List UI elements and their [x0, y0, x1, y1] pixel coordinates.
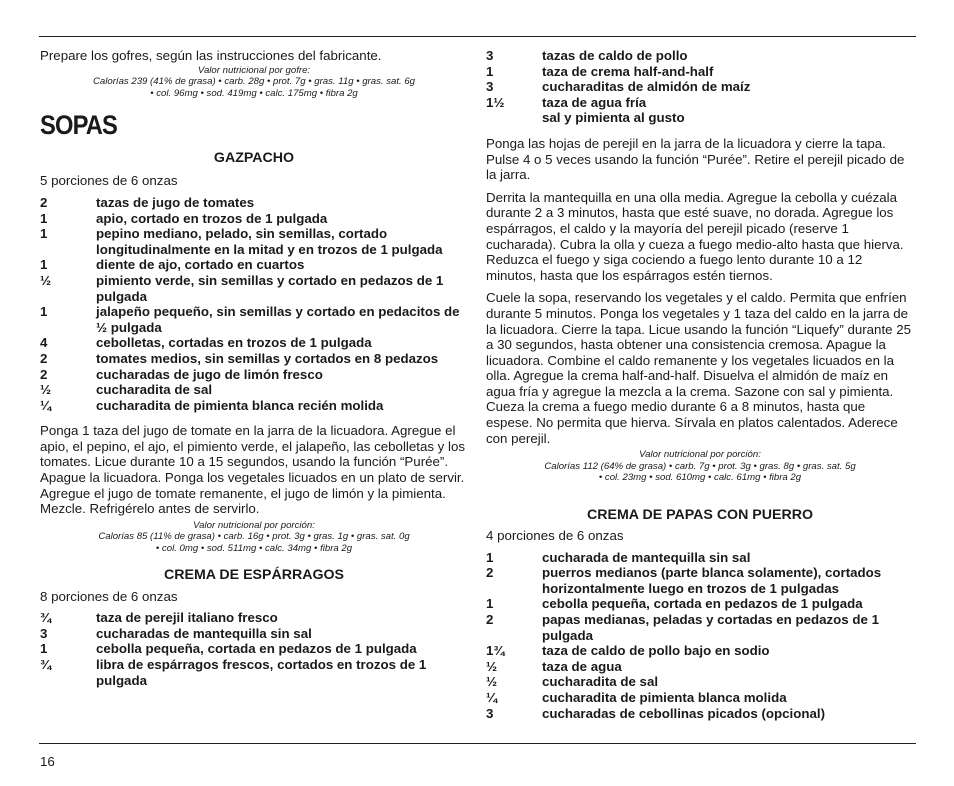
ingredient-list — [486, 550, 914, 722]
ingredient-text: taza de caldo de pollo bajo en sodio — [542, 643, 770, 659]
ingredient-quantity: ¾ — [40, 610, 52, 626]
ingredient-row — [40, 226, 468, 257]
ingredient-quantity: 1 — [40, 257, 48, 273]
ingredient-text: cebolla pequeña, cortada en pedazos de 1 pulgada — [542, 596, 863, 612]
ingredient-text: cucharadas de jugo de limón fresco — [96, 366, 323, 382]
nutrition-line: • col. 23mg • sod. 610mg • calc. 61mg • fibra 2g — [598, 472, 802, 484]
ingredient-row — [486, 706, 914, 722]
recipe-title-gazpacho: GAZPACHO — [213, 150, 295, 167]
ingredient-text: cucharadas de mantequilla sin sal — [96, 625, 312, 641]
left-column — [40, 48, 468, 688]
servings: 8 porciones de 6 onzas — [40, 588, 178, 604]
ingredient-row — [486, 690, 914, 706]
ingredient-quantity: 2 — [486, 565, 494, 581]
ingredient-quantity: 1 — [486, 596, 494, 612]
ingredient-row — [486, 659, 914, 675]
ingredient-quantity: 3 — [40, 625, 48, 641]
ingredient-quantity: 1 — [486, 549, 494, 565]
ingredient-text: apio, cortado en trozos de 1 pulgada — [96, 210, 328, 226]
ingredient-row — [486, 612, 914, 643]
ingredient-row — [40, 367, 468, 383]
ingredient-text: papas medianas, peladas y cortadas en pedazos de 1 pulgada — [542, 612, 879, 643]
nutrition-title: Valor nutricional por porción: — [639, 449, 761, 461]
ingredient-text: diente de ajo, cortado en cuartos — [96, 257, 305, 273]
nutrition-info — [486, 449, 914, 484]
ingredient-row — [486, 596, 914, 612]
ingredient-quantity: 2 — [40, 366, 48, 382]
ingredient-row — [486, 674, 914, 690]
nutrition-line: Calorías 112 (64% de grasa) • carb. 7g • prot. 3g • gras. 8g • gras. sat. 5g — [544, 460, 856, 472]
ingredient-list — [486, 48, 914, 126]
ingredient-quantity: 2 — [40, 194, 48, 210]
ingredient-row — [486, 643, 914, 659]
ingredient-quantity: ½ — [40, 272, 52, 288]
ingredient-text: cebolletas, cortadas en trozos de 1 pulgada — [96, 335, 372, 351]
ingredient-text: taza de crema half-and-half — [542, 63, 714, 79]
servings: 4 porciones de 6 onzas — [486, 528, 624, 544]
ingredient-quantity: 2 — [486, 612, 494, 627]
ingredient-text: tazas de caldo de pollo — [542, 48, 688, 63]
nutrition-info — [40, 520, 468, 555]
ingredient-quantity: 3 — [486, 705, 494, 721]
instructions: Derrita la mantequilla en una olla media. Agregue la cebolla y cuézala durante 2 a 3 minutos, hasta que esté suave, no dorada. Agregue los espárragos, el caldo y la mayoría del perejil picado (reserve 1 cucharada). Cubra la olla y cueza a fuego medio-alto hasta que hierva. Reduzca el fuego y siga cociendo a fuego lento durante 10 a 12 minutos, hasta que los espárragos estén tiernos. — [486, 189, 904, 283]
ingredient-quantity: 2 — [40, 350, 48, 366]
ingredient-row — [486, 64, 914, 80]
nutrition-title: Valor nutricional por gofre: — [197, 64, 311, 76]
ingredient-quantity: ½ — [486, 658, 498, 674]
ingredient-row — [486, 48, 914, 64]
ingredient-quantity: 3 — [486, 48, 494, 63]
ingredient-text: libra de espárragos frescos, cortados en trozos de 1 pulgada — [96, 657, 427, 688]
ingredient-row — [40, 382, 468, 398]
ingredient-text: cucharadita de sal — [542, 674, 659, 690]
ingredient-row — [486, 550, 914, 566]
nutrition-title: Valor nutricional por porción: — [193, 519, 315, 531]
ingredient-quantity — [486, 110, 542, 126]
ingredient-quantity: 1 — [40, 641, 48, 657]
ingredient-quantity: 1 — [40, 210, 48, 226]
ingredient-row — [40, 195, 468, 211]
ingredient-quantity: ½ — [40, 382, 52, 398]
intro-text: Prepare los gofres, según las instrucciones del fabricante. — [40, 48, 382, 63]
ingredient-text: cucharadas de cebollinas picados (opcional) — [542, 705, 826, 721]
ingredient-row — [40, 335, 468, 351]
nutrition-line: • col. 96mg • sod. 419mg • calc. 175mg • fibra 2g — [150, 87, 358, 99]
nutrition-line: Calorías 239 (41% de grasa) • carb. 28g • prot. 7g • gras. 11g • gras. sat. 6g — [92, 76, 416, 88]
ingredient-row — [486, 110, 914, 126]
right-column — [486, 48, 914, 721]
ingredient-row — [40, 657, 468, 688]
ingredient-text: cucharadita de sal — [96, 382, 213, 398]
ingredient-quantity: ½ — [486, 674, 498, 690]
ingredient-text: jalapeño pequeño, sin semillas y cortado en pedacitos de ½ pulgada — [96, 304, 460, 335]
ingredient-list — [40, 610, 468, 688]
ingredient-text: pepino mediano, pelado, sin semillas, cortado longitudinalmente en la mitad y en trozos de 1 pulgada — [96, 226, 443, 257]
ingredient-quantity: 1¾ — [486, 643, 505, 659]
ingredient-quantity: 1 — [40, 304, 48, 320]
ingredient-text: cebolla pequeña, cortada en pedazos de 1 pulgada — [96, 641, 417, 657]
ingredient-quantity: 1 — [40, 226, 48, 242]
ingredient-quantity: 4 — [40, 335, 48, 351]
ingredient-text: pimiento verde, sin semillas y cortado en pedazos de 1 pulgada — [96, 272, 444, 304]
ingredient-quantity: ¼ — [486, 689, 498, 705]
ingredient-row — [486, 565, 914, 596]
ingredient-text: taza de agua fría — [542, 94, 647, 110]
section-title: SOPAS — [40, 110, 118, 141]
recipe-title-crema-esparragos: CREMA DE ESPÁRRAGOS — [164, 566, 344, 583]
ingredient-row — [40, 273, 468, 304]
nutrition-line: Calorías 85 (11% de grasa) • carb. 16g • prot. 3g • gras. 1g • gras. sat. 0g — [98, 531, 410, 543]
ingredient-text: cucharadita de pimienta blanca recién molida — [96, 397, 384, 413]
ingredient-quantity: ¼ — [40, 397, 52, 413]
ingredient-quantity: 1 — [486, 63, 494, 79]
ingredient-row — [40, 398, 468, 414]
ingredient-text: tomates medios, sin semillas y cortados en 8 pedazos — [96, 350, 439, 366]
ingredient-row — [40, 257, 468, 273]
ingredient-row — [486, 79, 914, 95]
ingredient-list — [40, 195, 468, 413]
ingredient-row — [40, 211, 468, 227]
intro-nutrition — [40, 65, 468, 100]
ingredient-text: sal y pimienta al gusto — [542, 110, 685, 126]
ingredient-row — [40, 351, 468, 367]
ingredient-quantity: 1½ — [486, 94, 505, 110]
ingredient-row — [40, 304, 468, 335]
ingredient-text: cucharadita de pimienta blanca molida — [542, 689, 787, 705]
nutrition-line: • col. 0mg • sod. 511mg • calc. 34mg • fibra 2g — [155, 543, 353, 555]
ingredient-row — [486, 95, 914, 111]
ingredient-text: taza de agua — [542, 658, 622, 674]
servings: 5 porciones de 6 onzas — [40, 173, 178, 189]
page-number: 16 — [40, 754, 55, 769]
ingredient-text: cucharaditas de almidón de maíz — [542, 79, 751, 95]
ingredient-quantity: 3 — [486, 79, 494, 95]
ingredient-text: taza de perejil italiano fresco — [96, 610, 278, 626]
instructions: Cuele la sopa, reservando los vegetales y el caldo. Permita que enfríen durante 5 minutos. Ponga los vegetales y 1 taza del caldo en la jarra de la licuadora. Cierre la tapa. Licue usando la función “Liquefy” durante 25 a 30 segundos, hasta obtener una consistencia cremosa. Apague la licuadora. Combine el caldo remanente y los vegetales licuados en la olla. Agregue la crema half-and-half. Disuelva el almidón de maíz en agua fría y agregue la mezcla a la crema. Sazone con sal y pimienta. Cueza la crema a fuego medio durante 6 a 8 minutos, hasta que espese. No permita que hierva. Sírvala en platos calentados. Aderece con perejil. — [486, 290, 912, 446]
instructions: Ponga 1 taza del jugo de tomate en la jarra de la licuadora. Agregue el apio, el pepino, el ajo, el pimiento verde, el jalapeño, las cebolletas y los tomates. Licue durante 10 a 15 segundos, usando la función “Purée”. Apague la licuadora. Ponga los vegetales licuados en un plato de servir. Agregue el jugo de tomate remanente, el jugo de limón y la pimienta. Mezcle. Refrigérelo antes de servirlo. — [40, 423, 466, 517]
ingredient-row — [40, 610, 468, 626]
ingredient-text: puerros medianos (parte blanca solamente), cortados horizontalmente luego en trozos de 1 pulgadas — [542, 565, 882, 596]
instructions: Ponga las hojas de perejil en la jarra de la licuadora y cierre la tapa. Pulse 4 o 5 veces usando la función “Purée”. Retire el perejil picado de la jarra. — [486, 135, 905, 183]
bottom-rule — [39, 743, 916, 744]
ingredient-text: cucharada de mantequilla sin sal — [542, 549, 751, 565]
ingredient-row — [40, 641, 468, 657]
ingredient-text: tazas de jugo de tomates — [96, 194, 255, 210]
ingredient-row — [40, 626, 468, 642]
top-rule — [39, 36, 916, 37]
recipe-title-crema-papas: CREMA DE PAPAS CON PUERRO — [587, 507, 813, 524]
ingredient-quantity: ¾ — [40, 657, 52, 672]
